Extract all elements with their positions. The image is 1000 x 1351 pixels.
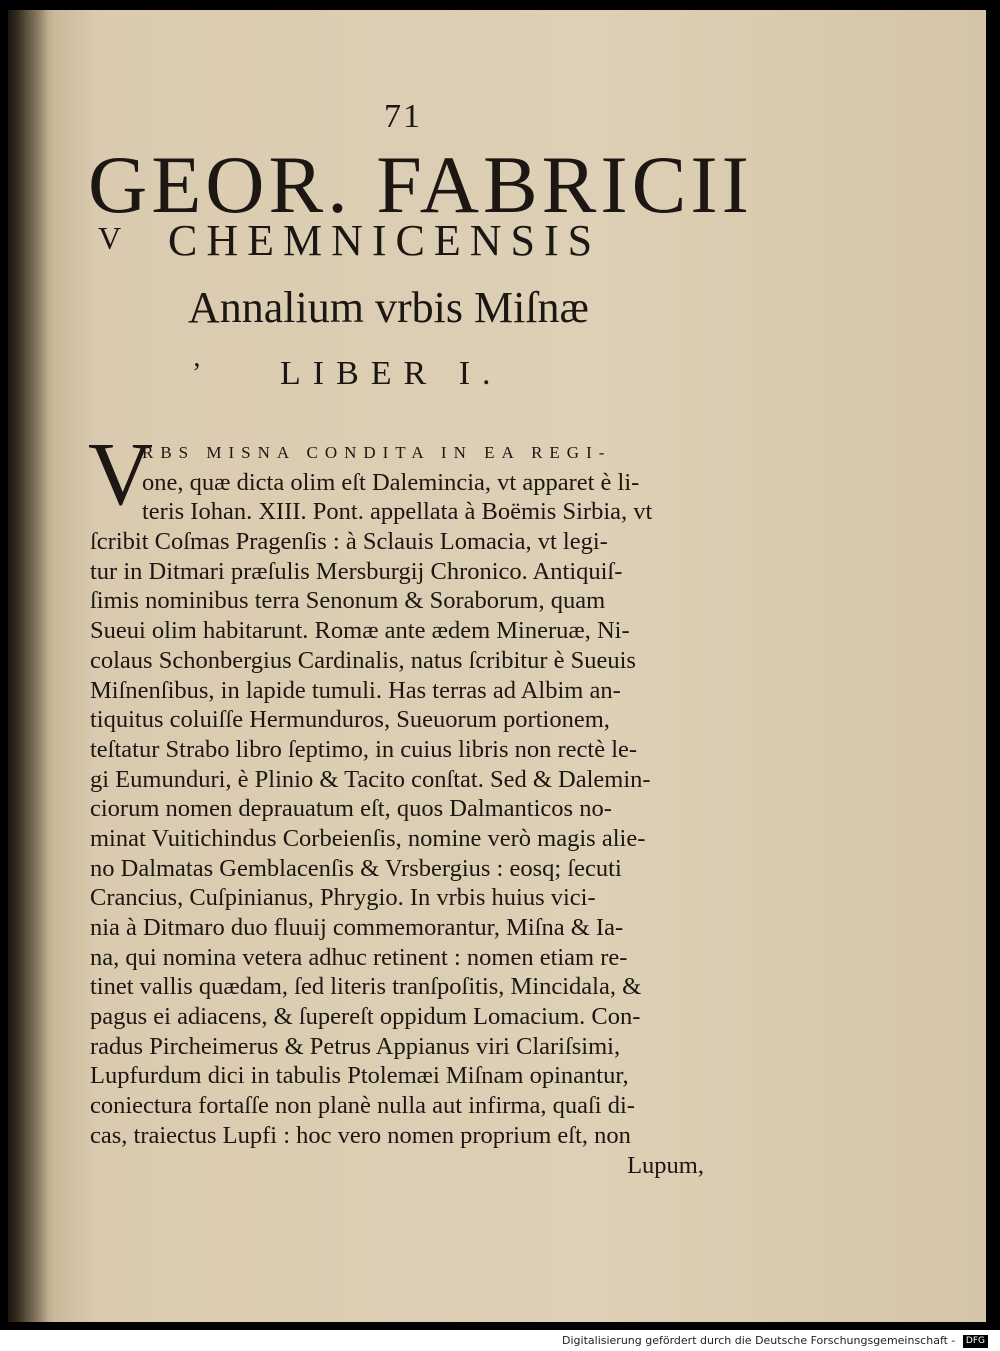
text-line: cas, traiectus Lupfi : hoc vero nomen proprium eſt, non	[90, 1121, 631, 1149]
text-line: coniectura fortaſſe non planè nulla aut infirma, quaſi di-	[90, 1092, 635, 1120]
text-line: one, quæ dicta olim eſt Dalemincia, vt apparet è li-	[142, 468, 640, 496]
dfg-logo: DFG	[963, 1335, 988, 1348]
text-line: colaus Schonbergius Cardinalis, natus ſcribitur è Sueuis	[90, 646, 636, 674]
text-line: nia à Ditmaro duo fluuij commemorantur, Miſna & Ia-	[90, 914, 624, 941]
text-line: tinet vallis quædam, ſed literis tranſpoſitis, Mincidala, &	[90, 973, 642, 1001]
text-line: ciorum nomen deprauatum eſt, quos Dalmanticos no-	[90, 795, 612, 823]
text-line: pagus ei adiacens, & ſupereſt oppidum Lomacium. Con-	[90, 1003, 641, 1031]
page-title: GEOR. FABRICII	[88, 139, 753, 230]
text-line: tiquitus coluiſſe Hermunduros, Sueuorum portionem,	[90, 706, 610, 734]
section-heading: Annalium vrbis Miſnæ	[188, 283, 589, 332]
text-line: ſimis nominibus terra Senonum & Soraborum, quam	[90, 587, 606, 615]
footer-text: Digitalisierung gefördert durch die Deutsche Forschungsgemeinschaft -	[562, 1334, 956, 1347]
catchword: Lupum,	[627, 1151, 704, 1179]
drop-initial: V	[88, 425, 153, 524]
body-text	[90, 438, 710, 1180]
text-line: Miſnenſibus, in lapide tumuli. Has terras ad Albim an-	[90, 676, 621, 704]
text-line: minat Vuitichindus Corbeienſis, nomine verò magis alie-	[90, 824, 646, 852]
text-line: teſtatur Strabo libro ſeptimo, in cuius libris non rectè le-	[90, 735, 638, 763]
text-line: no Dalmatas Gemblacenſis & Vrsbergius : eosq; ſecuti	[90, 854, 622, 882]
page-subtitle: CHEMNICENSIS	[168, 216, 602, 265]
book-label: LIBER I.	[280, 355, 503, 392]
text-line: na, qui nomina vetera adhuc retinent : nomen etiam re-	[90, 943, 628, 971]
page-number: 71	[384, 98, 422, 135]
text-line: teris Iohan. XIII. Pont. appellata à Boëmis Sirbia, vt	[142, 498, 653, 526]
text-line-first: RBS MISNA CONDITA IN EA REGI-	[142, 443, 612, 462]
text-line: Sueui olim habitarunt. Romæ ante ædem Mineruæ, Ni-	[90, 617, 630, 645]
text-line: radus Pircheimerus & Petrus Appianus viri Clariſsimi,	[90, 1032, 621, 1060]
text-line: gi Eumunduri, è Plinio & Tacito conſtat. Sed & Dalemin-	[90, 765, 651, 793]
text-line: Crancius, Cuſpinianus, Phrygio. In vrbis huius vici-	[90, 884, 596, 912]
margin-mark: V	[98, 220, 122, 256]
text-line: Lupfurdum dici in tabulis Ptolemæi Miſnam opinantur,	[90, 1062, 629, 1090]
margin-mark-2: ’	[192, 358, 202, 389]
text-lines	[90, 468, 710, 1151]
text-line: ſcribit Coſmas Pragenſis : à Sclauis Lomacia, vt legi-	[90, 528, 608, 556]
digitization-footer	[0, 1330, 1000, 1351]
text-line: tur in Ditmari præſulis Mersburgij Chronico. Antiquiſ-	[90, 557, 623, 585]
book-page	[8, 10, 986, 1322]
